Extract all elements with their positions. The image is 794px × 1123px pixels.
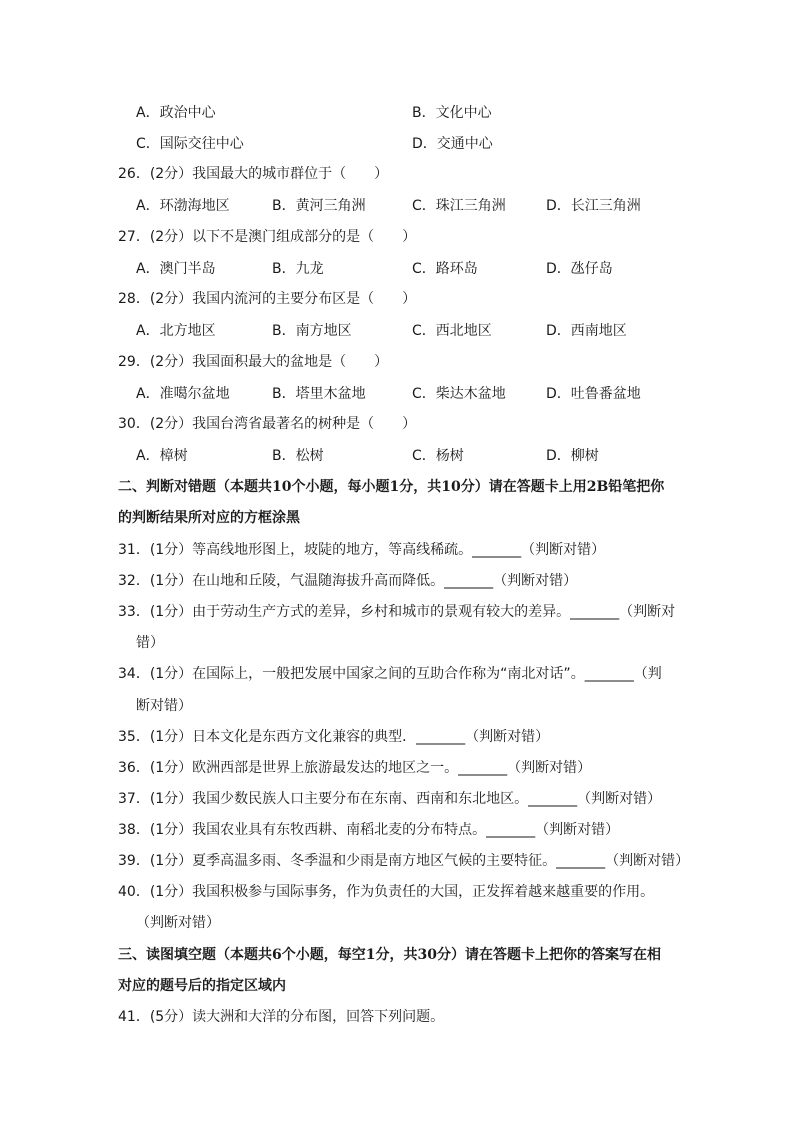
question-34-cont: 断对错） xyxy=(136,698,192,714)
option-a: A．环渤海地区 xyxy=(136,198,230,214)
option-a: A．准噶尔盆地 xyxy=(136,386,230,402)
option-c: C．西北地区 xyxy=(412,323,492,339)
option-d: D．交通中心 xyxy=(412,136,493,152)
question-36: 36．(1分）欧洲西部是世界上旅游最发达的地区之一。_______（判断对错） xyxy=(118,760,592,776)
option-c: C．杨树 xyxy=(412,448,464,464)
question-26-stem: 26．(2分）我国最大的城市群位于（ ） xyxy=(118,166,389,182)
question-31: 31．(1分）等高线地形图上，坡陡的地方，等高线稀疏。_______（判断对错） xyxy=(118,542,606,558)
question-37: 37．(1分）我国少数民族人口主要分布在东南、西南和东北地区。_______（判断对错） xyxy=(118,791,662,807)
option-d: D．西南地区 xyxy=(546,323,627,339)
option-c: C．路环岛 xyxy=(412,261,478,277)
question-28-stem: 28．(2分）我国内流河的主要分布区是（ ） xyxy=(118,291,417,307)
question-35: 35．(1分）日本文化是东西方文化兼容的典型．_______（判断对错） xyxy=(118,729,550,745)
option-d: D．吐鲁番盆地 xyxy=(546,386,641,402)
section-2-heading: 二、判断对错题（本题共10个小题，每小题1分，共10分）请在答题卡上用2B铅笔把你 xyxy=(118,479,665,495)
option-b: B．文化中心 xyxy=(412,105,492,121)
option-b: B．松树 xyxy=(272,448,324,464)
option-d: D．柳树 xyxy=(546,448,599,464)
option-c: C．柴达木盆地 xyxy=(412,386,506,402)
option-b: B．塔里木盆地 xyxy=(272,386,366,402)
option-b: B．九龙 xyxy=(272,261,324,277)
option-d: D．长江三角洲 xyxy=(546,198,641,214)
option-c: C．珠江三角洲 xyxy=(412,198,506,214)
question-34: 34．(1分）在国际上，一般把发展中国家之间的互助合作称为“南北对话”。_______（判 xyxy=(118,666,662,682)
option-b: B．黄河三角洲 xyxy=(272,198,366,214)
option-a: A．北方地区 xyxy=(136,323,216,339)
question-30-stem: 30．(2分）我国台湾省最著名的树种是（ ） xyxy=(118,416,417,432)
question-40-cont: （判断对错） xyxy=(136,915,220,931)
section-2-heading-cont: 的判断结果所对应的方框涂黑 xyxy=(118,510,300,526)
question-38: 38．(1分）我国农业具有东牧西耕、南稻北麦的分布特点。_______（判断对错） xyxy=(118,822,620,838)
question-33: 33．(1分）由于劳动生产方式的差异，乡村和城市的景观有较大的差异。_______（判断对 xyxy=(118,604,676,620)
question-29-stem: 29．(2分）我国面积最大的盆地是（ ） xyxy=(118,354,389,370)
section-3-heading-cont: 对应的题号后的指定区域内 xyxy=(118,978,286,994)
option-d: D．氹仔岛 xyxy=(546,261,613,277)
question-33-cont: 错） xyxy=(136,635,164,651)
option-a: A．政治中心 xyxy=(136,105,216,121)
question-27-stem: 27．(2分）以下不是澳门组成部分的是（ ） xyxy=(118,229,417,245)
section-3-heading: 三、读图填空题（本题共6个小题，每空1分，共30分）请在答题卡上把你的答案写在相 xyxy=(118,947,661,963)
question-32: 32．(1分）在山地和丘陵，气温随海拔升高而降低。_______（判断对错） xyxy=(118,573,578,589)
option-b: B．南方地区 xyxy=(272,323,352,339)
question-39: 39．(1分）夏季高温多雨、冬季温和少雨是南方地区气候的主要特征。_______（判断对错） xyxy=(118,853,690,869)
question-40: 40．(1分）我国积极参与国际事务，作为负责任的大国，正发挥着越来越重要的作用。 xyxy=(118,884,655,900)
option-c: C．国际交往中心 xyxy=(136,136,244,152)
question-41: 41．(5分）读大洲和大洋的分布图，回答下列问题。 xyxy=(118,1009,445,1025)
option-a: A．樟树 xyxy=(136,448,188,464)
option-a: A．澳门半岛 xyxy=(136,261,216,277)
